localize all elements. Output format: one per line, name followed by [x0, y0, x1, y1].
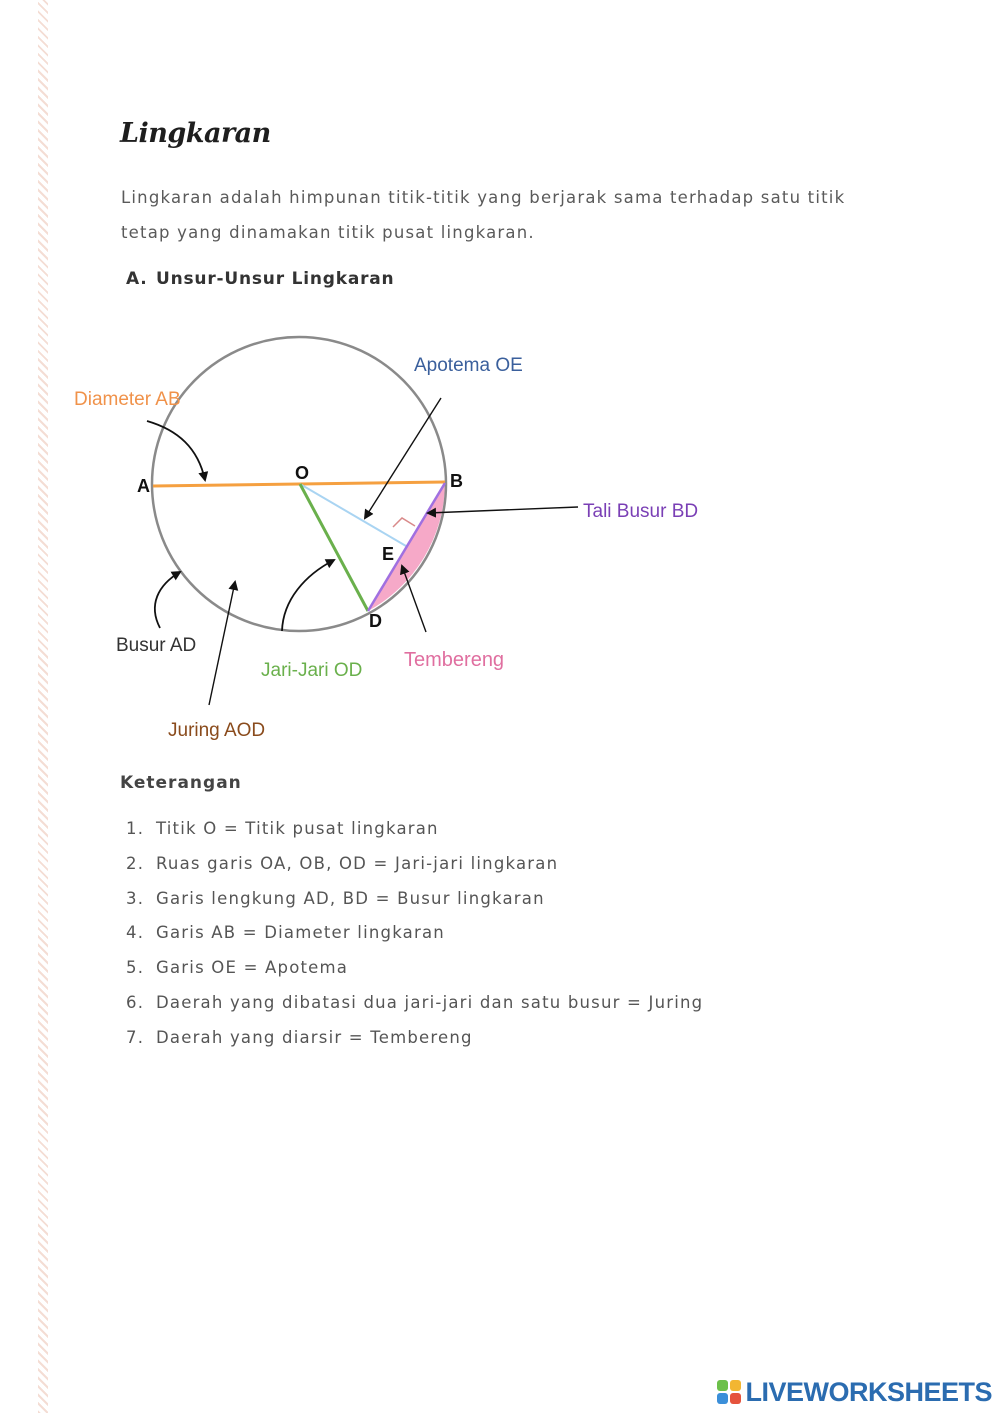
page-title: Lingkaran — [120, 118, 271, 149]
juring-label: Juring AOD — [168, 720, 266, 741]
section-marker: A. — [126, 269, 148, 289]
list-item: 7. Daerah yang diarsir = Tembereng — [126, 1027, 473, 1047]
legend-list — [126, 812, 703, 1056]
list-item: 5. Garis OE = Apotema — [126, 958, 349, 978]
liveworksheets-logo-icon — [717, 1380, 741, 1404]
list-item: 3. Garis lengkung AD, BD = Busur lingkaran — [126, 888, 545, 908]
jari-jari-arrow — [282, 560, 334, 631]
apotema-label: Apotema OE — [414, 355, 523, 376]
intro-paragraph: Lingkaran adalah himpunan titik-titik yang berjarak sama terhadap satu titik tetap yang dinamakan titik pusat lingkaran. — [121, 188, 846, 242]
point-d-label: D — [369, 611, 382, 631]
busur-label: Busur AD — [116, 635, 197, 656]
brand-text: LIVEWORKSHEETS — [745, 1376, 992, 1407]
juring-arrow — [209, 582, 235, 705]
tali-busur-arrow — [428, 507, 578, 513]
diameter-label: Diameter AB — [74, 389, 181, 410]
point-a-label: A — [137, 476, 150, 496]
list-item: 4. Garis AB = Diameter lingkaran — [126, 923, 445, 943]
list-item: 2. Ruas garis OA, OB, OD = Jari-jari lingkaran — [126, 853, 559, 873]
jari-jari-label: Jari-Jari OD — [261, 660, 363, 681]
chord-line — [368, 483, 445, 611]
point-b-label: B — [450, 471, 463, 491]
point-o-label: O — [295, 463, 310, 483]
apotema-arrow — [365, 398, 441, 518]
keterangan-heading: Keterangan — [120, 773, 242, 793]
section-title: Unsur-Unsur Lingkaran — [156, 269, 395, 289]
busur-arrow — [155, 572, 180, 628]
tali-busur-label: Tali Busur BD — [583, 501, 699, 522]
liveworksheets-brand[interactable] — [717, 1377, 992, 1407]
point-e-label: E — [382, 544, 395, 564]
right-angle-marker — [393, 518, 415, 527]
list-item: 1. Titik O = Titik pusat lingkaran — [126, 819, 439, 838]
list-item: 6. Daerah yang dibatasi dua jari-jari dan satu busur = Juring — [126, 992, 704, 1012]
tembereng-label: Tembereng — [404, 649, 505, 671]
